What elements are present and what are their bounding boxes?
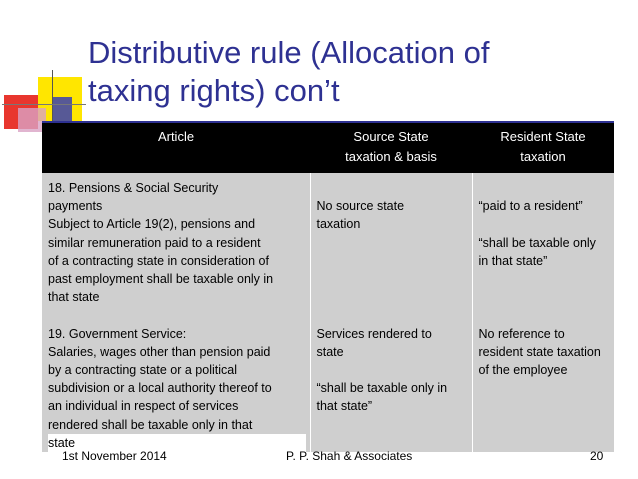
table-row bbox=[42, 325, 614, 452]
cell-resident-19: No reference to resident state taxation of the employee bbox=[472, 325, 614, 452]
cell-article-19: 19. Government Service: Salaries, wages other than pension paid by a contracting state or a political subdivision or a local authority thereof to an individual in respect of services rendered shall be taxable only in that state bbox=[42, 325, 310, 452]
title-line-2: taxing rights) con’t bbox=[88, 73, 340, 108]
table-header-row bbox=[42, 123, 614, 173]
footer-date: 1st November 2014 bbox=[62, 449, 167, 463]
slide-number: 20 bbox=[590, 449, 604, 463]
cell-source-18: No source state taxation bbox=[310, 173, 472, 325]
decor-horizontal-line bbox=[2, 104, 86, 105]
allocation-table bbox=[42, 123, 614, 452]
title-line-1: Distributive rule (Allocation of bbox=[88, 35, 490, 70]
slide-title bbox=[88, 34, 628, 110]
header-resident-state: Resident State taxation bbox=[472, 123, 614, 173]
header-source-state: Source State taxation & basis bbox=[310, 123, 472, 173]
header-article: Article bbox=[42, 123, 310, 173]
cell-source-19: Services rendered to state “shall be taxable only in that state” bbox=[310, 325, 472, 452]
cell-article-18: 18. Pensions & Social Security payments Subject to Article 19(2), pensions and similar remuneration paid to a resident of a contracting state in consideration of past employment shall be taxable only in that state bbox=[42, 173, 310, 325]
table-row bbox=[42, 173, 614, 325]
footer-author: P. P. Shah & Associates bbox=[286, 449, 413, 463]
cell-resident-18: “paid to a resident” “shall be taxable only in that state” bbox=[472, 173, 614, 325]
